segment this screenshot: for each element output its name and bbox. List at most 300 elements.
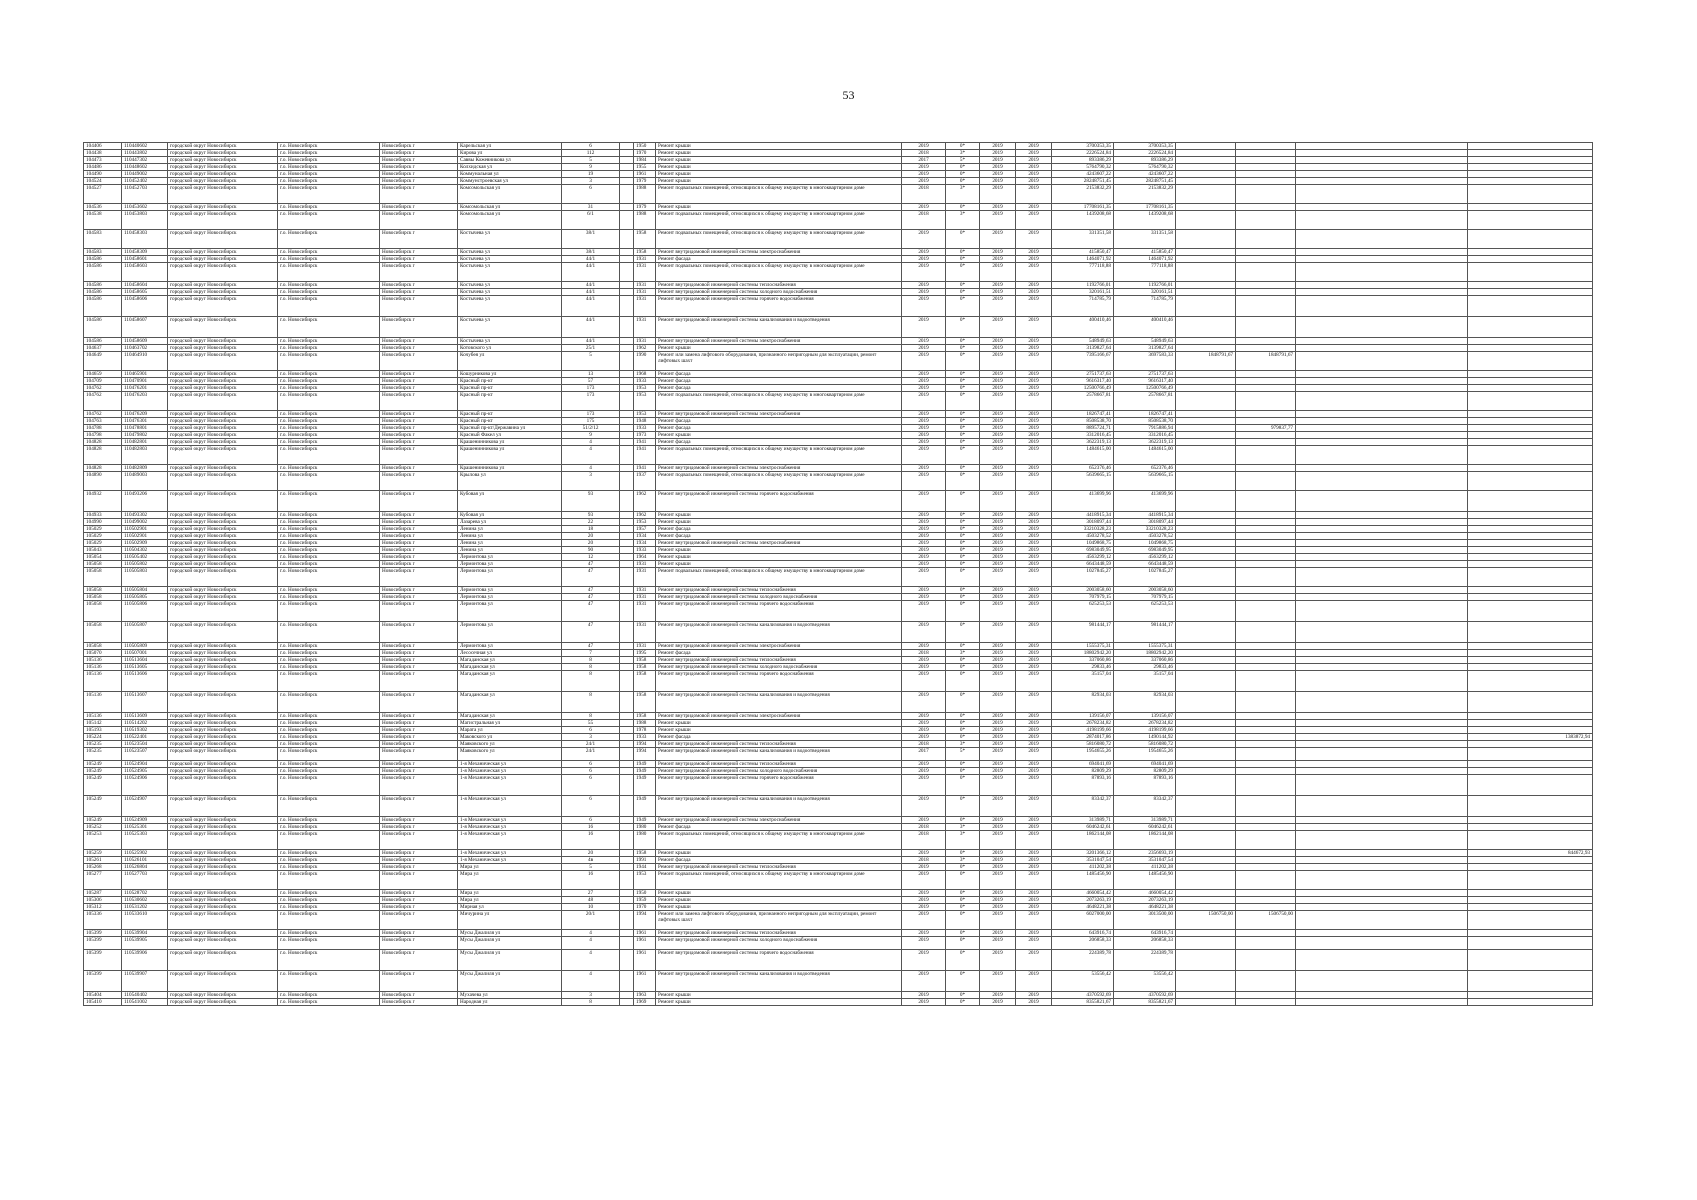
cell-regional-cost bbox=[1236, 411, 1296, 418]
cell-local-cost bbox=[1296, 425, 1468, 432]
cell-owners-cost bbox=[1468, 249, 1593, 256]
cell-total-cost: 1027845,27 bbox=[1052, 568, 1114, 587]
cell-locality: Новосибирск г bbox=[380, 519, 458, 526]
cell-settlement: г.о. Новосибирск bbox=[278, 824, 380, 831]
table-row bbox=[84, 587, 1593, 594]
cell-house-number: 7 bbox=[562, 650, 620, 657]
cell-registry-id: 104486 bbox=[84, 164, 122, 171]
cell-building bbox=[620, 385, 634, 392]
cell-year-built: 1961 bbox=[634, 171, 656, 178]
cell-local-cost bbox=[1296, 796, 1468, 817]
cell-house-number: 48 bbox=[562, 897, 620, 904]
cell-delay-code: 0* bbox=[946, 263, 980, 282]
cell-owners-cost bbox=[1468, 178, 1593, 185]
cell-building bbox=[620, 831, 634, 850]
cell-owners-cost bbox=[1468, 554, 1593, 561]
cell-plan-year: 2019 bbox=[902, 512, 946, 519]
cell-delay-code: 0* bbox=[946, 439, 980, 446]
cell-total-cost: 6046242,61 bbox=[1052, 824, 1114, 831]
cell-local-cost bbox=[1296, 850, 1468, 857]
cell-regional-cost bbox=[1236, 561, 1296, 568]
cell-local-cost bbox=[1296, 971, 1468, 992]
cell-settlement: г.о. Новосибирск bbox=[278, 465, 380, 472]
cell-building bbox=[620, 432, 634, 439]
cell-delay-code: 0* bbox=[946, 992, 980, 999]
cell-house-number: 6 bbox=[562, 185, 620, 204]
cell-plan-year: 2019 bbox=[902, 601, 946, 622]
cell-plan-year: 2019 bbox=[902, 282, 946, 289]
cell-regional-cost bbox=[1236, 897, 1296, 904]
table-row bbox=[84, 157, 1593, 164]
cell-work-id: 110523504 bbox=[122, 741, 168, 748]
cell-work-id: 110458604 bbox=[122, 282, 168, 289]
cell-fund-cost: 82934,03 bbox=[1114, 692, 1176, 713]
cell-plan-year: 2019 bbox=[902, 432, 946, 439]
cell-federal-cost bbox=[1176, 568, 1236, 587]
table-row bbox=[84, 971, 1593, 992]
table-row bbox=[84, 748, 1593, 761]
cell-municipality: городской округ Новосибирск bbox=[168, 930, 278, 937]
cell-owners-cost bbox=[1468, 465, 1593, 472]
cell-plan-year: 2019 bbox=[902, 317, 946, 338]
cell-municipality: городской округ Новосибирск bbox=[168, 446, 278, 465]
cell-delay-code: 0* bbox=[946, 204, 980, 211]
cell-year-built: 1933 bbox=[634, 378, 656, 385]
cell-registry-id: 104406 bbox=[84, 143, 122, 150]
cell-work-id: 110524909 bbox=[122, 817, 168, 824]
cell-end-year: 2019 bbox=[1016, 796, 1052, 817]
cell-street: Мухачева ул bbox=[458, 992, 562, 999]
cell-start-year: 2019 bbox=[980, 937, 1016, 950]
cell-municipality: городской округ Новосибирск bbox=[168, 692, 278, 713]
table-row bbox=[84, 519, 1593, 526]
table-row bbox=[84, 425, 1593, 432]
cell-street: Крашенинникова ул bbox=[458, 465, 562, 472]
cell-year-built: 1941 bbox=[634, 465, 656, 472]
cell-fund-cost: 1826747,41 bbox=[1114, 411, 1176, 418]
cell-settlement: г.о. Новосибирск bbox=[278, 999, 380, 1006]
cell-federal-cost bbox=[1176, 249, 1236, 256]
cell-start-year: 2019 bbox=[980, 664, 1016, 671]
cell-total-cost: 82809,29 bbox=[1052, 768, 1114, 775]
cell-federal-cost bbox=[1176, 601, 1236, 622]
cell-delay-code: 3* bbox=[946, 650, 980, 657]
cell-start-year: 2019 bbox=[980, 143, 1016, 150]
table-row bbox=[84, 761, 1593, 768]
cell-locality: Новосибирск г bbox=[380, 171, 458, 178]
cell-year-built: 1970 bbox=[634, 150, 656, 157]
cell-local-cost bbox=[1296, 930, 1468, 937]
cell-work-id: 110539904 bbox=[122, 930, 168, 937]
cell-end-year: 2019 bbox=[1016, 547, 1052, 554]
cell-federal-cost bbox=[1176, 727, 1236, 734]
cell-house-number: 20 bbox=[562, 540, 620, 547]
cell-delay-code: 0* bbox=[946, 904, 980, 911]
cell-settlement: г.о. Новосибирск bbox=[278, 411, 380, 418]
cell-owners-cost bbox=[1468, 992, 1593, 999]
cell-regional-cost bbox=[1236, 392, 1296, 411]
cell-street: Маяковского ул bbox=[458, 748, 562, 761]
cell-locality: Новосибирск г bbox=[380, 296, 458, 317]
cell-work-type: Ремонт внутридомовой инженерной системы холодного водоснабжения bbox=[656, 937, 902, 950]
cell-locality: Новосибирск г bbox=[380, 671, 458, 692]
cell-plan-year: 2019 bbox=[902, 491, 946, 512]
cell-federal-cost bbox=[1176, 692, 1236, 713]
cell-local-cost bbox=[1296, 713, 1468, 720]
cell-end-year: 2019 bbox=[1016, 831, 1052, 850]
cell-work-type: Ремонт внутридомовой инженерной системы канализования и водоотведения bbox=[656, 622, 902, 643]
cell-work-type: Ремонт фасада bbox=[656, 425, 902, 432]
cell-total-cost: 8355821,67 bbox=[1052, 999, 1114, 1006]
cell-fund-cost: 4563299,12 bbox=[1114, 554, 1176, 561]
cell-owners-cost bbox=[1468, 871, 1593, 890]
cell-federal-cost bbox=[1176, 533, 1236, 540]
cell-year-built: 1959 bbox=[634, 897, 656, 904]
cell-end-year: 2019 bbox=[1016, 211, 1052, 230]
cell-fund-cost: 411202,38 bbox=[1114, 864, 1176, 871]
cell-federal-cost bbox=[1176, 185, 1236, 204]
cell-registry-id: 104762 bbox=[84, 392, 122, 411]
cell-locality: Новосибирск г bbox=[380, 871, 458, 890]
cell-federal-cost bbox=[1176, 338, 1236, 345]
cell-street: Комсомольская ул bbox=[458, 185, 562, 204]
cell-year-built: 1931 bbox=[634, 601, 656, 622]
cell-regional-cost bbox=[1236, 971, 1296, 992]
cell-work-type: Ремонт крыши bbox=[656, 512, 902, 519]
cell-settlement: г.о. Новосибирск bbox=[278, 296, 380, 317]
cell-start-year: 2019 bbox=[980, 761, 1016, 768]
cell-owners-cost bbox=[1468, 204, 1593, 211]
cell-local-cost bbox=[1296, 282, 1468, 289]
cell-year-built: 1990 bbox=[634, 352, 656, 371]
cell-start-year: 2019 bbox=[980, 864, 1016, 871]
cell-building bbox=[620, 554, 634, 561]
cell-delay-code: 0* bbox=[946, 178, 980, 185]
cell-municipality: городской округ Новосибирск bbox=[168, 992, 278, 999]
cell-work-type: Ремонт внутридомовой инженерной системы электроснабжения bbox=[656, 465, 902, 472]
cell-end-year: 2019 bbox=[1016, 930, 1052, 937]
cell-building bbox=[620, 601, 634, 622]
cell-registry-id: 104536 bbox=[84, 204, 122, 211]
cell-owners-cost bbox=[1468, 768, 1593, 775]
cell-regional-cost bbox=[1236, 150, 1296, 157]
cell-end-year: 2019 bbox=[1016, 533, 1052, 540]
cell-owners-cost bbox=[1468, 411, 1593, 418]
cell-settlement: г.о. Новосибирск bbox=[278, 249, 380, 256]
cell-work-type: Ремонт внутридомовой инженерной системы холодного водоснабжения bbox=[656, 768, 902, 775]
cell-work-id: 110476209 bbox=[122, 411, 168, 418]
cell-plan-year: 2019 bbox=[902, 352, 946, 371]
cell-work-id: 110505803 bbox=[122, 568, 168, 587]
cell-locality: Новосибирск г bbox=[380, 857, 458, 864]
cell-registry-id: 105136 bbox=[84, 713, 122, 720]
cell-end-year: 2019 bbox=[1016, 249, 1052, 256]
cell-work-type: Ремонт внутридомовой инженерной системы теплоснабжения bbox=[656, 930, 902, 937]
cell-fund-cost: 3018097,44 bbox=[1114, 519, 1176, 526]
cell-work-type: Ремонт внутридомовой инженерной системы теплоснабжения bbox=[656, 864, 902, 871]
cell-local-cost bbox=[1296, 540, 1468, 547]
cell-work-id: 110505806 bbox=[122, 601, 168, 622]
cell-municipality: городской округ Новосибирск bbox=[168, 720, 278, 727]
cell-work-type: Ремонт внутридомовой инженерной системы электроснабжения bbox=[656, 249, 902, 256]
cell-total-cost: 415850,47 bbox=[1052, 249, 1114, 256]
cell-settlement: г.о. Новосибирск bbox=[278, 171, 380, 178]
cell-local-cost bbox=[1296, 734, 1468, 741]
cell-house-number: 47 bbox=[562, 594, 620, 601]
cell-end-year: 2019 bbox=[1016, 411, 1052, 418]
cell-owners-cost bbox=[1468, 211, 1593, 230]
cell-municipality: городской округ Новосибирск bbox=[168, 911, 278, 930]
cell-municipality: городской округ Новосибирск bbox=[168, 491, 278, 512]
cell-regional-cost bbox=[1236, 748, 1296, 761]
cell-work-id: 110458609 bbox=[122, 338, 168, 345]
cell-fund-cost: 413699,96 bbox=[1114, 491, 1176, 512]
cell-work-type: Ремонт фасада bbox=[656, 824, 902, 831]
cell-work-id: 110447302 bbox=[122, 157, 168, 164]
cell-total-cost: 29833,46 bbox=[1052, 664, 1114, 671]
cell-street: Магаданская ул bbox=[458, 657, 562, 664]
cell-regional-cost bbox=[1236, 657, 1296, 664]
cell-locality: Новосибирск г bbox=[380, 352, 458, 371]
cell-street: Ленина ул bbox=[458, 540, 562, 547]
cell-registry-id: 104649 bbox=[84, 352, 122, 371]
cell-settlement: г.о. Новосибирск bbox=[278, 526, 380, 533]
cell-federal-cost bbox=[1176, 385, 1236, 392]
cell-locality: Новосибирск г bbox=[380, 796, 458, 817]
cell-start-year: 2019 bbox=[980, 282, 1016, 289]
cell-settlement: г.о. Новосибирск bbox=[278, 230, 380, 249]
cell-locality: Новосибирск г bbox=[380, 727, 458, 734]
cell-federal-cost: 1848791,67 bbox=[1176, 352, 1236, 371]
cell-fund-cost: 2578667,81 bbox=[1114, 392, 1176, 411]
cell-local-cost bbox=[1296, 692, 1468, 713]
cell-fund-cost: 1439208,68 bbox=[1114, 211, 1176, 230]
cell-building bbox=[620, 211, 634, 230]
cell-locality: Новосибирск г bbox=[380, 594, 458, 601]
cell-municipality: городской округ Новосибирск bbox=[168, 554, 278, 561]
cell-plan-year: 2019 bbox=[902, 587, 946, 594]
cell-delay-code: 0* bbox=[946, 289, 980, 296]
cell-municipality: городской округ Новосибирск bbox=[168, 256, 278, 263]
cell-delay-code: 0* bbox=[946, 671, 980, 692]
cell-start-year: 2019 bbox=[980, 392, 1016, 411]
cell-street: Мичурина ул bbox=[458, 911, 562, 930]
table-row bbox=[84, 890, 1593, 897]
cell-municipality: городской округ Новосибирск bbox=[168, 761, 278, 768]
cell-registry-id: 105404 bbox=[84, 992, 122, 999]
cell-local-cost bbox=[1296, 465, 1468, 472]
cell-registry-id: 105235 bbox=[84, 741, 122, 748]
cell-delay-code: 0* bbox=[946, 296, 980, 317]
cell-start-year: 2019 bbox=[980, 338, 1016, 345]
cell-local-cost bbox=[1296, 824, 1468, 831]
cell-fund-cost: 12500766,49 bbox=[1114, 385, 1176, 392]
cell-settlement: г.о. Новосибирск bbox=[278, 211, 380, 230]
cell-owners-cost bbox=[1468, 601, 1593, 622]
cell-house-number: 38/1 bbox=[562, 230, 620, 249]
cell-end-year: 2019 bbox=[1016, 446, 1052, 465]
cell-locality: Новосибирск г bbox=[380, 185, 458, 204]
cell-settlement: г.о. Новосибирск bbox=[278, 256, 380, 263]
cell-work-type: Ремонт крыши bbox=[656, 850, 902, 857]
table-row bbox=[84, 230, 1593, 249]
cell-total-cost: 1484615,00 bbox=[1052, 446, 1114, 465]
cell-building bbox=[620, 547, 634, 554]
cell-regional-cost bbox=[1236, 526, 1296, 533]
cell-total-cost: 3201366,12 bbox=[1052, 850, 1114, 857]
cell-local-cost bbox=[1296, 178, 1468, 185]
cell-locality: Новосибирск г bbox=[380, 817, 458, 824]
cell-registry-id: 105136 bbox=[84, 664, 122, 671]
cell-owners-cost bbox=[1468, 713, 1593, 720]
cell-end-year: 2019 bbox=[1016, 204, 1052, 211]
cell-end-year: 2019 bbox=[1016, 371, 1052, 378]
cell-street: Лермонтова ул bbox=[458, 554, 562, 561]
cell-locality: Новосибирск г bbox=[380, 748, 458, 761]
cell-work-type: Ремонт подвальных помещений, относящихся к общему имуществу в многоквартирном доме bbox=[656, 831, 902, 850]
cell-end-year: 2019 bbox=[1016, 817, 1052, 824]
cell-start-year: 2019 bbox=[980, 622, 1016, 643]
table-row bbox=[84, 911, 1593, 930]
cell-registry-id: 104586 bbox=[84, 317, 122, 338]
cell-total-cost: 206858,33 bbox=[1052, 937, 1114, 950]
cell-total-cost: 4563299,12 bbox=[1052, 554, 1114, 561]
cell-settlement: г.о. Новосибирск bbox=[278, 446, 380, 465]
cell-house-number: 6 bbox=[562, 817, 620, 824]
cell-owners-cost bbox=[1468, 904, 1593, 911]
cell-street: Магаданская ул bbox=[458, 692, 562, 713]
cell-total-cost: 53556,42 bbox=[1052, 971, 1114, 992]
cell-plan-year: 2019 bbox=[902, 796, 946, 817]
cell-federal-cost bbox=[1176, 831, 1236, 850]
cell-regional-cost bbox=[1236, 568, 1296, 587]
cell-federal-cost bbox=[1176, 526, 1236, 533]
cell-work-type: Ремонт внутридомовой инженерной системы горячего водоснабжения bbox=[656, 601, 902, 622]
cell-owners-cost bbox=[1468, 526, 1593, 533]
cell-year-built: 1988 bbox=[634, 185, 656, 204]
cell-locality: Новосибирск г bbox=[380, 864, 458, 871]
cell-work-type: Ремонт внутридомовой инженерной системы холодного водоснабжения bbox=[656, 594, 902, 601]
cell-regional-cost bbox=[1236, 385, 1296, 392]
cell-house-number: 3 bbox=[562, 178, 620, 185]
cell-locality: Новосибирск г bbox=[380, 950, 458, 971]
cell-building bbox=[620, 204, 634, 211]
cell-owners-cost bbox=[1468, 748, 1593, 761]
cell-regional-cost bbox=[1236, 472, 1296, 491]
cell-delay-code: 0* bbox=[946, 999, 980, 1006]
cell-house-number: 6 bbox=[562, 143, 620, 150]
cell-house-number: 44/1 bbox=[562, 317, 620, 338]
cell-fund-cost: 1464071,92 bbox=[1114, 256, 1176, 263]
cell-total-cost: 1439208,68 bbox=[1052, 211, 1114, 230]
cell-building bbox=[620, 157, 634, 164]
cell-owners-cost bbox=[1468, 150, 1593, 157]
cell-regional-cost bbox=[1236, 594, 1296, 601]
table-row bbox=[84, 824, 1593, 831]
cell-local-cost bbox=[1296, 249, 1468, 256]
cell-regional-cost bbox=[1236, 622, 1296, 643]
cell-work-type: Ремонт подвальных помещений, относящихся к общему имуществу в многоквартирном доме bbox=[656, 230, 902, 249]
cell-plan-year: 2019 bbox=[902, 533, 946, 540]
cell-end-year: 2019 bbox=[1016, 824, 1052, 831]
cell-start-year: 2019 bbox=[980, 741, 1016, 748]
cell-street: Лазарева ул bbox=[458, 519, 562, 526]
cell-owners-cost bbox=[1468, 741, 1593, 748]
cell-locality: Новосибирск г bbox=[380, 418, 458, 425]
cell-fund-cost: 4660054,42 bbox=[1114, 890, 1176, 897]
cell-owners-cost bbox=[1468, 472, 1593, 491]
cell-street: Костычева ул bbox=[458, 317, 562, 338]
cell-fund-cost: 893386,29 bbox=[1114, 157, 1176, 164]
cell-municipality: городской округ Новосибирск bbox=[168, 263, 278, 282]
cell-end-year: 2019 bbox=[1016, 664, 1052, 671]
cell-owners-cost bbox=[1468, 817, 1593, 824]
cell-municipality: городской округ Новосибирск bbox=[168, 741, 278, 748]
cell-end-year: 2019 bbox=[1016, 671, 1052, 692]
cell-start-year: 2019 bbox=[980, 992, 1016, 999]
cell-delay-code: 0* bbox=[946, 533, 980, 540]
cell-settlement: г.о. Новосибирск bbox=[278, 871, 380, 890]
cell-building bbox=[620, 857, 634, 864]
cell-start-year: 2019 bbox=[980, 897, 1016, 904]
cell-fund-cost: 1490144,92 bbox=[1114, 734, 1176, 741]
cell-start-year: 2019 bbox=[980, 748, 1016, 761]
cell-work-type: Ремонт фасада bbox=[656, 650, 902, 657]
cell-work-type: Ремонт или замена лифтового оборудования, признанного непригодным для эксплуатации, ремонт лифтовых шахт bbox=[656, 352, 902, 371]
cell-building bbox=[620, 950, 634, 971]
table-row bbox=[84, 512, 1593, 519]
cell-start-year: 2019 bbox=[980, 911, 1016, 930]
cell-delay-code: 0* bbox=[946, 727, 980, 734]
cell-owners-cost bbox=[1468, 157, 1593, 164]
cell-owners-cost bbox=[1468, 378, 1593, 385]
cell-fund-cost: 548949,63 bbox=[1114, 338, 1176, 345]
table-row bbox=[84, 533, 1593, 540]
cell-house-number: 5 bbox=[562, 157, 620, 164]
cell-house-number: 47 bbox=[562, 561, 620, 568]
table-row bbox=[84, 282, 1593, 289]
table-row bbox=[84, 937, 1593, 950]
cell-local-cost bbox=[1296, 950, 1468, 971]
cell-end-year: 2019 bbox=[1016, 890, 1052, 897]
cell-end-year: 2019 bbox=[1016, 540, 1052, 547]
cell-total-cost: 714785,79 bbox=[1052, 296, 1114, 317]
cell-work-type: Ремонт подвальных помещений, относящихся к общему имуществу в многоквартирном доме bbox=[656, 185, 902, 204]
cell-local-cost bbox=[1296, 230, 1468, 249]
cell-start-year: 2019 bbox=[980, 650, 1016, 657]
cell-total-cost: 33210328,23 bbox=[1052, 526, 1114, 533]
cell-regional-cost bbox=[1236, 371, 1296, 378]
cell-work-type: Ремонт внутридомовой инженерной системы канализования и водоотведения bbox=[656, 317, 902, 338]
cell-local-cost bbox=[1296, 171, 1468, 178]
cell-delay-code: 0* bbox=[946, 418, 980, 425]
cell-work-type: Ремонт фасада bbox=[656, 439, 902, 446]
cell-local-cost bbox=[1296, 289, 1468, 296]
cell-start-year: 2019 bbox=[980, 796, 1016, 817]
cell-settlement: г.о. Новосибирск bbox=[278, 594, 380, 601]
cell-registry-id: 105070 bbox=[84, 650, 122, 657]
cell-end-year: 2019 bbox=[1016, 526, 1052, 533]
cell-settlement: г.о. Новосибирск bbox=[278, 540, 380, 547]
cell-local-cost bbox=[1296, 378, 1468, 385]
cell-municipality: городской округ Новосибирск bbox=[168, 768, 278, 775]
cell-work-id: 110458309 bbox=[122, 249, 168, 256]
cell-fund-cost: 415850,47 bbox=[1114, 249, 1176, 256]
cell-total-cost: 893386,29 bbox=[1052, 157, 1114, 164]
cell-fund-cost: 5764790,32 bbox=[1114, 164, 1176, 171]
cell-federal-cost bbox=[1176, 930, 1236, 937]
cell-registry-id: 104828 bbox=[84, 465, 122, 472]
